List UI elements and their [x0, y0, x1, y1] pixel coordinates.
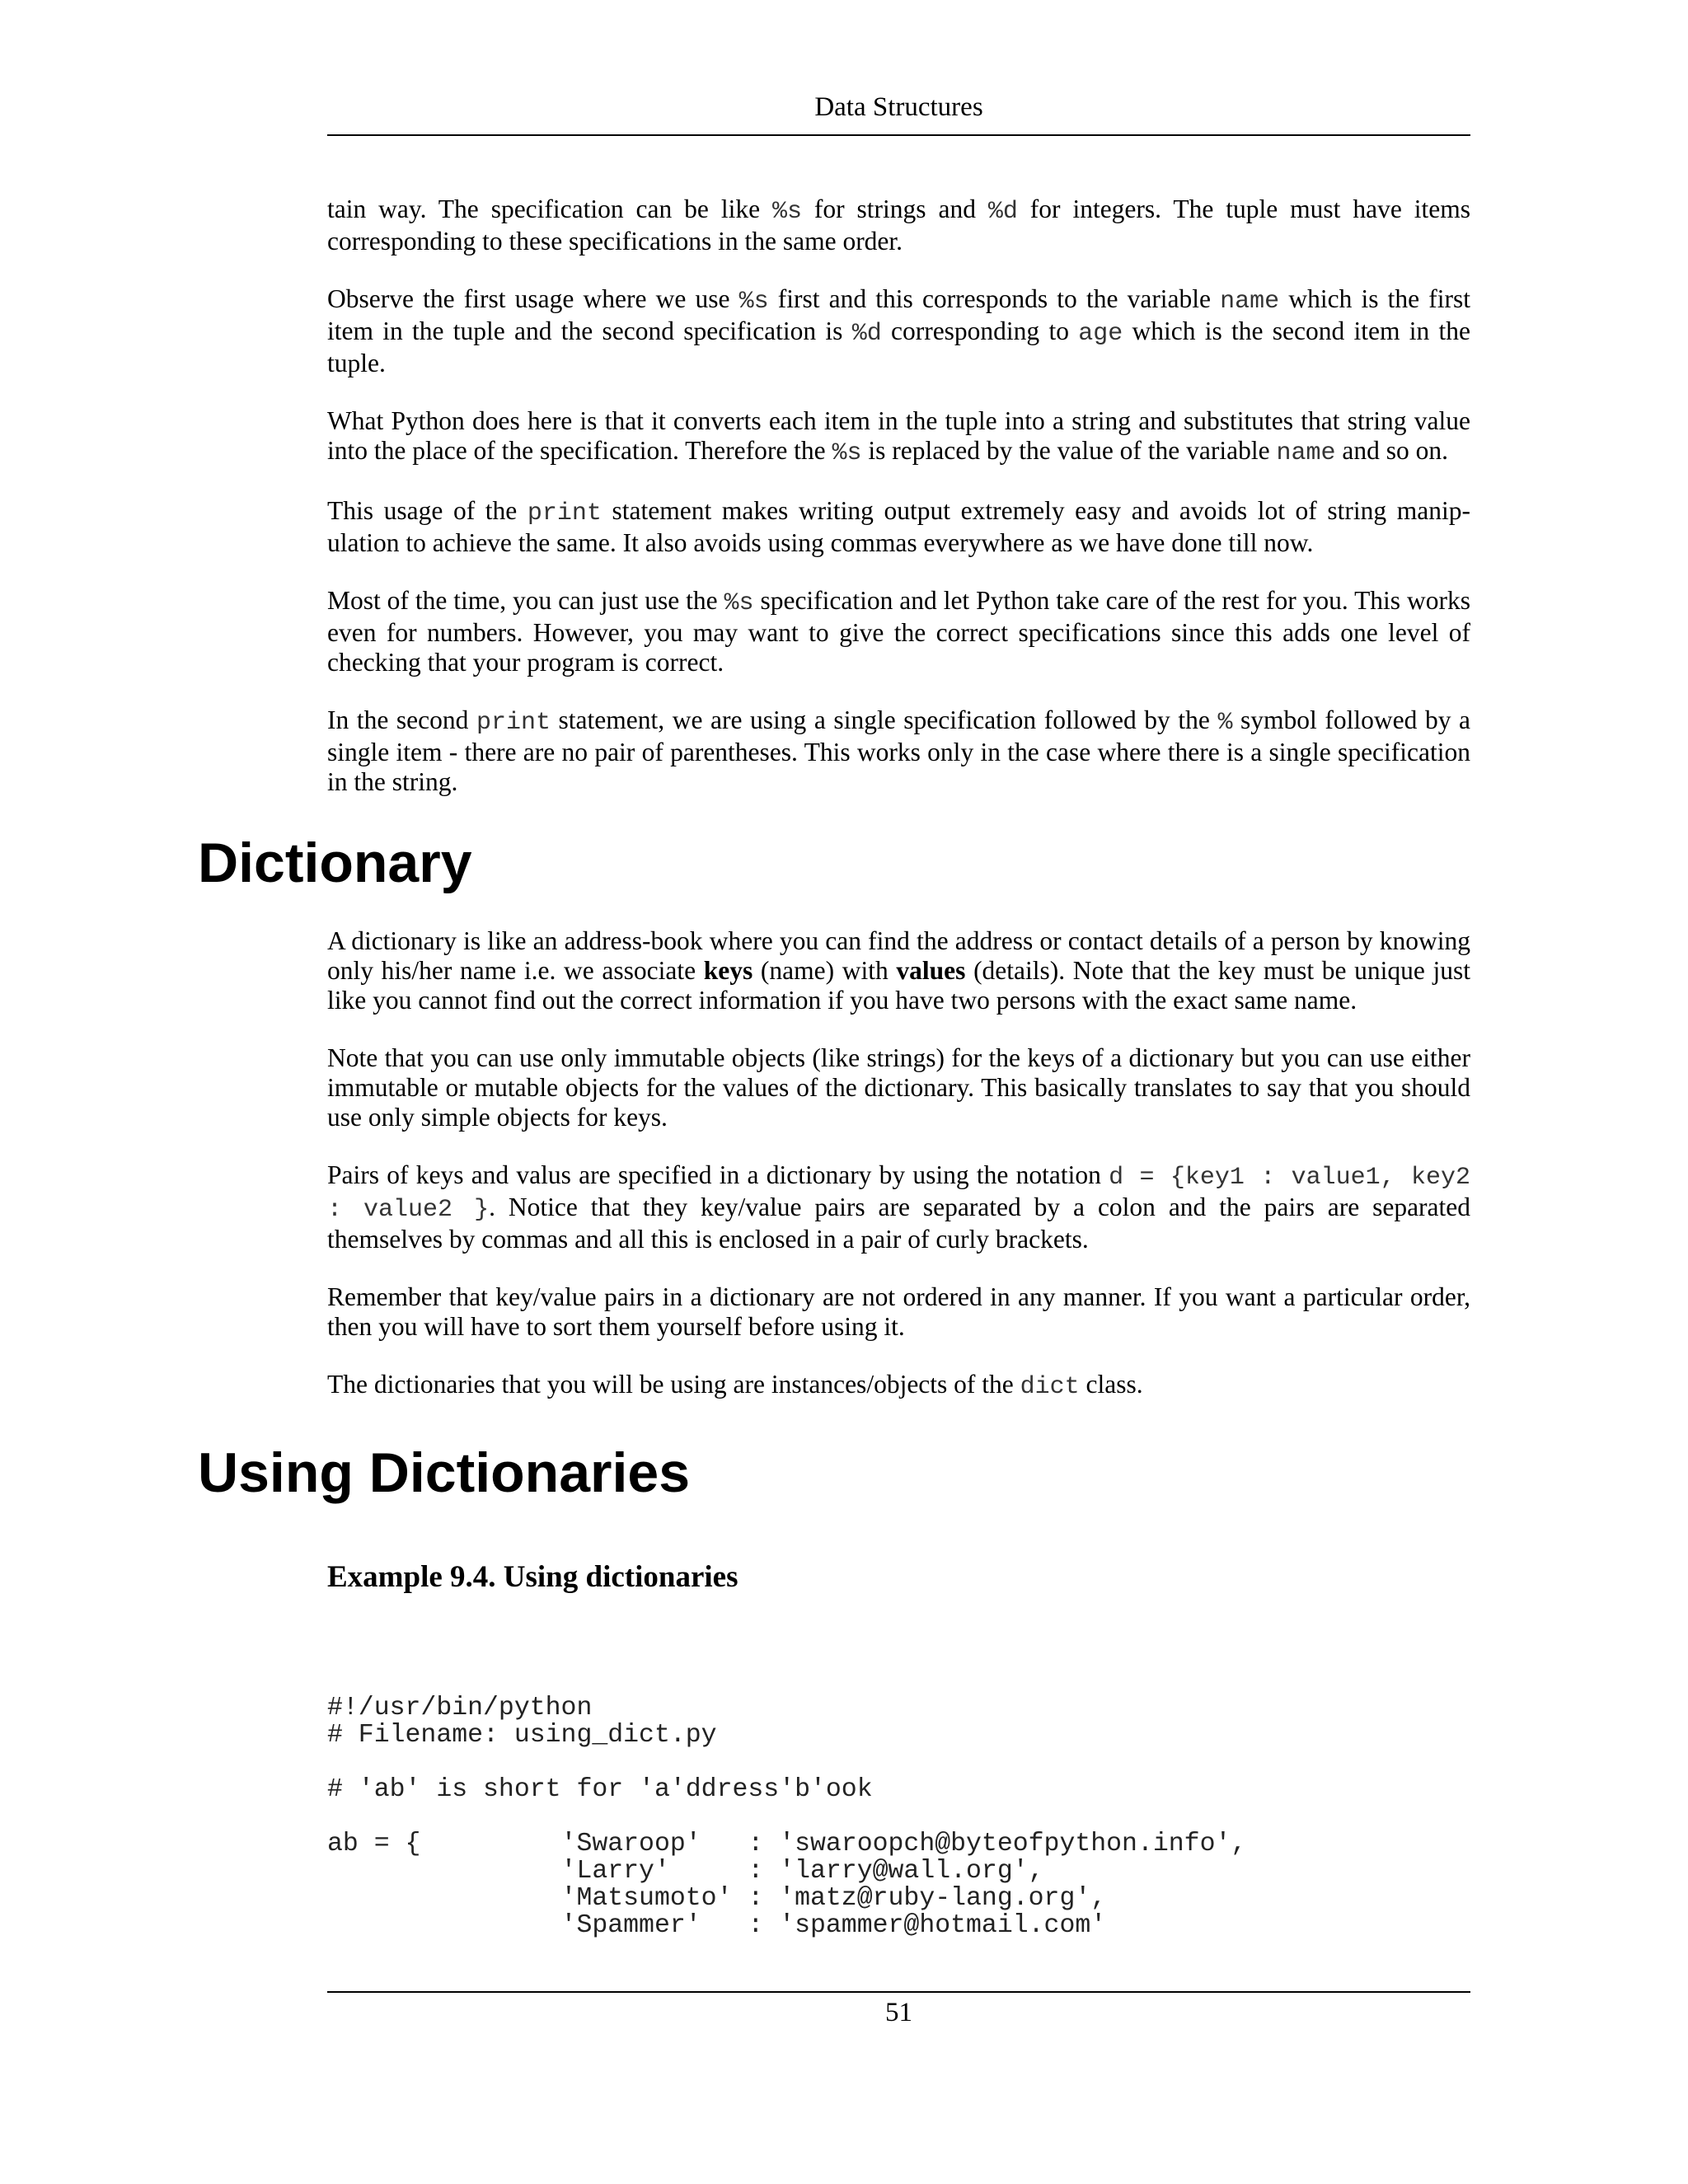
paragraph: Remember that key/value pairs in a dictionary are not ordered in any manner. If you want a particular order, then you will have to sort them yourself before using it. [327, 1282, 1470, 1341]
section-heading-dictionary: Dictionary [198, 832, 472, 894]
code-listing [327, 1694, 1246, 1939]
section-heading-using-dictionaries: Using Dictionaries [198, 1441, 691, 1504]
paragraph: Pairs of keys and valus are specified in a dictionary by using the notation d = {key1 : value1, key2 : value2 }. Notice that they key/value pairs are separated by a colon and the pairs are separated themselves by commas and all this is enclosed in a pair of curly brackets. [327, 1160, 1471, 1254]
running-header: Data Structures [814, 92, 983, 122]
paragraph: This usage of the print statement makes writing output extremely easy and avoids lot of string manipulation to achieve the same. It also avoids using commas everywhere as we have done till now. [327, 496, 1470, 557]
code-line: #!/usr/bin/python [327, 1694, 593, 1722]
code-line: 'Larry' : 'larry@wall.org', [327, 1857, 1044, 1886]
dictionary-section [327, 926, 1470, 1402]
paragraph: Note that you can use only immutable objects (like strings) for the keys of a dictionary but you can use either immutable or mutable objects for the values of the dictionary. This basically translates to say that you should use only simple objects for keys. [327, 1043, 1470, 1132]
intro-section [327, 194, 1470, 797]
paragraph: tain way. The specification can be like %s for strings and %d for integers. The tuple must have items corresponding to these specifications in the same order. [327, 194, 1470, 255]
code-line: ab = { 'Swaroop' : 'swaroopch@byteofpython.info', [327, 1830, 1247, 1858]
paragraph: Observe the first usage where we use %s first and this corresponds to the variable name which is the first item in the tuple and the second specification is %d corresponding to age which is the second item in the tuple. [327, 284, 1470, 377]
example-title: Example 9.4. Using dictionaries [327, 1560, 738, 1594]
footer-rule [327, 1991, 1470, 1993]
paragraph: In the second print statement, we are using a single specification followed by the % symbol followed by a single item - there are no pair of parentheses. This works only in the case where there is a single specification in the string. [327, 705, 1470, 796]
code-line: # 'ab' is short for 'a'ddress'b'ook [327, 1775, 873, 1804]
paragraph: A dictionary is like an address-book where you can find the address or contact details of a person by knowing only his/her name i.e. we associate keys (name) with values (details). Note that the key must be unique just like you cannot find out the correct information if you have two persons with the exact same name. [327, 926, 1470, 1015]
header-rule [327, 134, 1470, 136]
paragraph: What Python does here is that it converts each item in the tuple into a string and substitutes that string value into the place of the specification. Therefore the %s is replaced by the value of the variable name and so on. [327, 406, 1470, 467]
code-line: 'Spammer' : 'spammer@hotmail.com' [327, 1911, 1107, 1940]
code-line: 'Matsumoto' : 'matz@ruby-lang.org', [327, 1884, 1107, 1913]
code-line: # Filename: using_dict.py [327, 1721, 717, 1750]
paragraph: Most of the time, you can just use the %s specification and let Python take care of the rest for you. This works even for numbers. However, you may want to give the correct specifications since this adds one level of checking that your program is correct. [327, 586, 1470, 677]
paragraph: The dictionaries that you will be using are instances/objects of the dict class. [327, 1370, 1143, 1401]
page-number: 51 [885, 1998, 912, 2027]
